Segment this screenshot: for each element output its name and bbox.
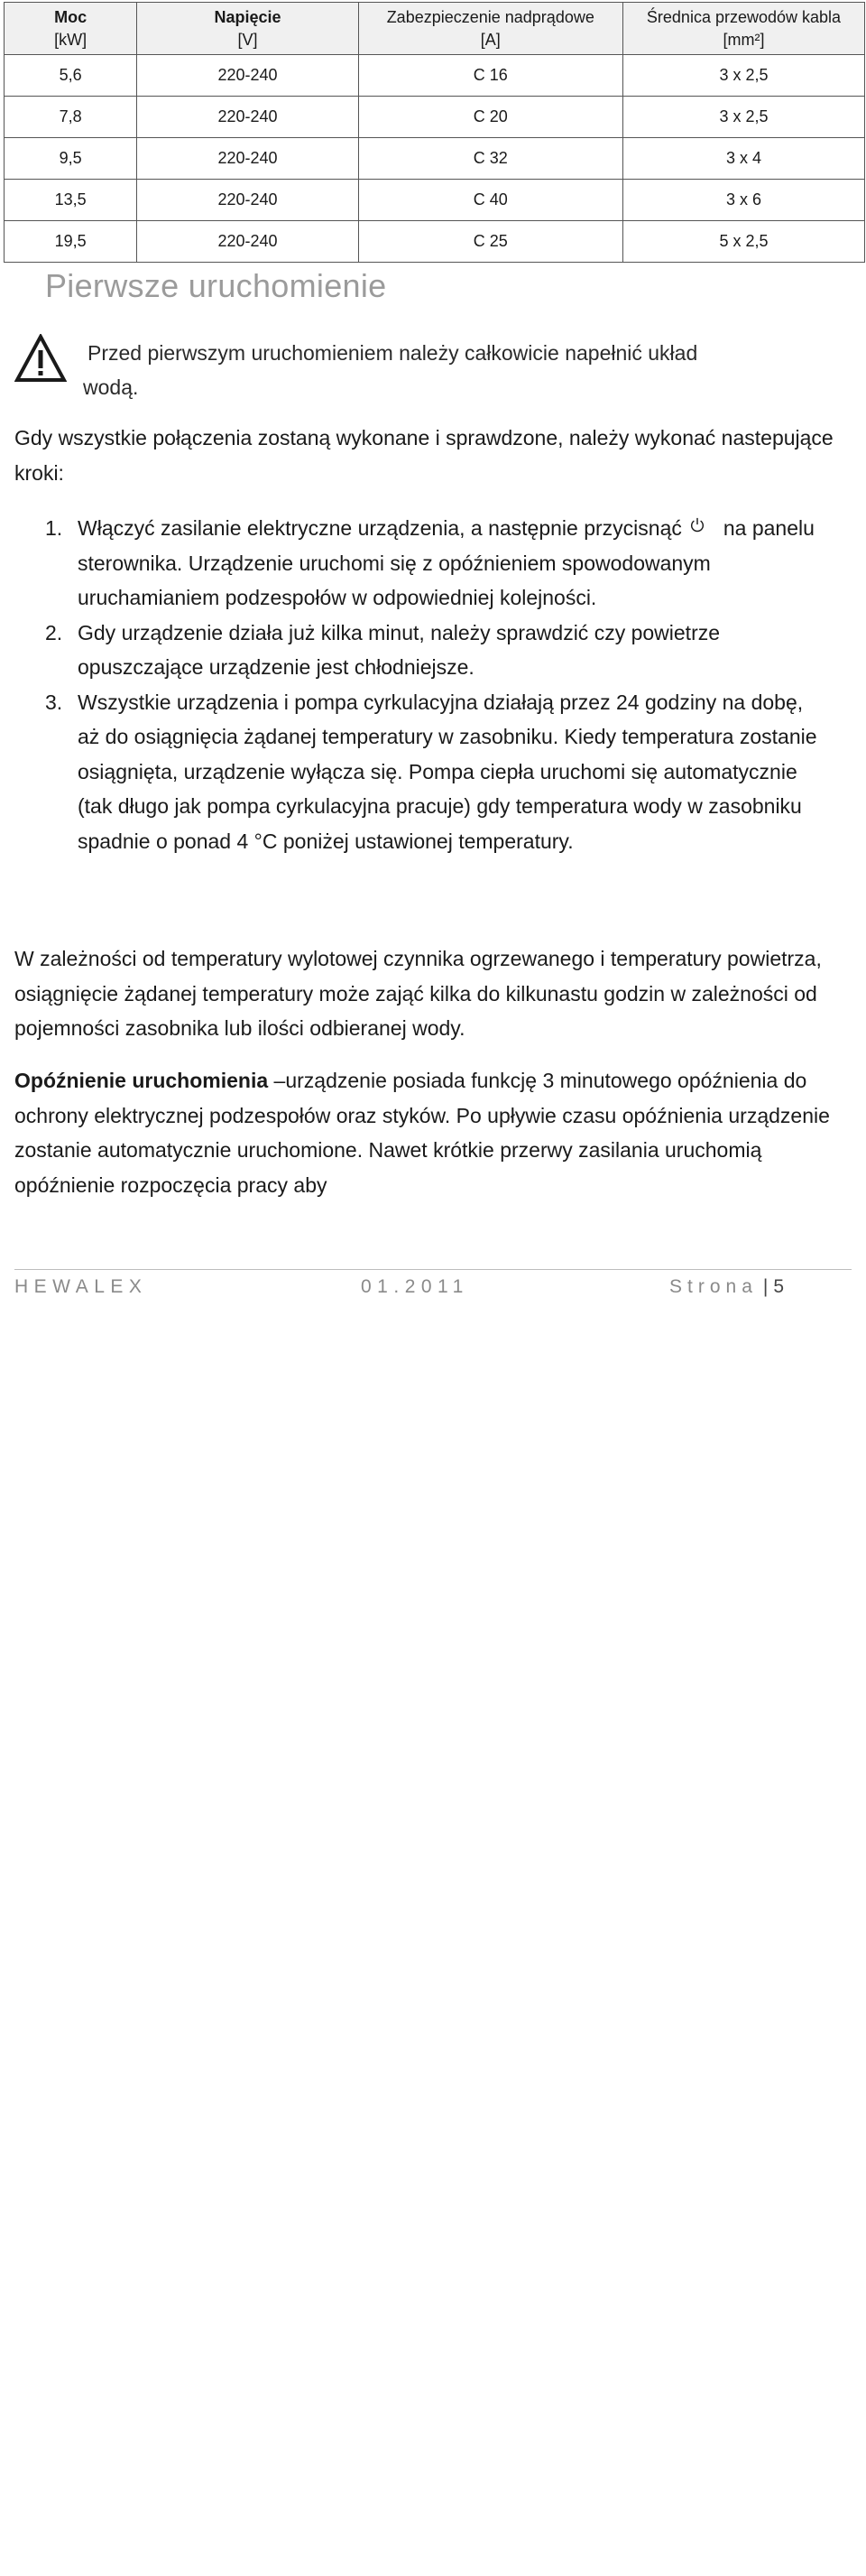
table-header-row (5, 3, 865, 55)
warning-line-1: Przed pierwszym uruchomieniem należy całkowicie napełnić układ (88, 341, 698, 365)
cable-spec-table (4, 2, 865, 263)
list-item (45, 616, 826, 685)
delay-paragraph (14, 1063, 853, 1202)
footer-date: 01.2011 (361, 1276, 469, 1297)
header-breaker-unit: [A] (480, 30, 501, 49)
cell-power: 5,6 (5, 55, 137, 97)
cell-breaker: C 32 (358, 138, 622, 180)
footer-page-number: 5 (773, 1276, 785, 1297)
cell-power: 19,5 (5, 221, 137, 263)
list-item (45, 685, 826, 859)
cell-cable: 3 x 2,5 (622, 55, 864, 97)
cell-breaker: C 25 (358, 221, 622, 263)
table-row (5, 138, 865, 180)
steps-list (45, 511, 826, 858)
cell-cable: 3 x 4 (622, 138, 864, 180)
intro-paragraph: Gdy wszystkie połączenia zostaną wykonane i sprawdzone, należy wykonać nastepujące kroki: (14, 426, 834, 485)
header-power-unit: [kW] (54, 30, 88, 49)
step-number: 1. (45, 516, 63, 540)
power-icon (689, 517, 705, 533)
cell-cable: 5 x 2,5 (622, 221, 864, 263)
header-breaker (358, 3, 622, 55)
step-text: Włączyć zasilanie elektryczne urządzenia, a następnie przycisnąć (78, 516, 682, 540)
table-row (5, 97, 865, 138)
cell-power: 7,8 (5, 97, 137, 138)
step-text: Gdy urządzenie działa już kilka minut, należy sprawdzić czy powietrze opuszczające urządzenie jest chłodniejsze. (78, 620, 721, 679)
cell-voltage: 220-240 (137, 97, 358, 138)
delay-heading: Opóźnienie uruchomienia (14, 1069, 269, 1092)
table-row (5, 180, 865, 221)
header-voltage (137, 3, 358, 55)
cell-cable: 3 x 2,5 (622, 97, 864, 138)
cell-voltage: 220-240 (137, 138, 358, 180)
footer-separator: | (762, 1276, 769, 1297)
table-row (5, 55, 865, 97)
header-cable (622, 3, 864, 55)
footer-page-label: Strona (669, 1276, 758, 1297)
delay-text: –urządzenie posiada funkcję 3 minutowego opóźnienia do ochrony elektrycznej podzespołów oraz styków. Po upływie czasu opóźnienia urządzenie zostanie automatycznie uruchomione. Nawet krótkie przerwy zasilania uruchomią opóźnienie rozpoczęcia pracy aby (14, 1069, 830, 1197)
cell-breaker: C 40 (358, 180, 622, 221)
warning-message (83, 336, 805, 404)
cell-cable: 3 x 6 (622, 180, 864, 221)
warning-triangle-icon (14, 334, 67, 383)
warning-line-2: wodą. (83, 375, 139, 399)
header-voltage-unit: [V] (237, 30, 258, 49)
cell-power: 13,5 (5, 180, 137, 221)
header-power (5, 3, 137, 55)
cell-breaker: C 20 (358, 97, 622, 138)
footer-brand: HEWALEX (14, 1276, 148, 1297)
header-power-label: Moc (54, 7, 88, 26)
step-text: Wszystkie urządzenia i pompa cyrkulacyjna działają przez 24 godziny na dobę, aż do osiągnięcia żądanej temperatury w zasobniku. Kiedy temperatura zostanie osiągnięta, urządzenie wyłącza się. Pompa ciepła uruchomi się automatycznie (tak długo jak pompa cyrkulacyjna pracuje) gdy temperatura wody w zasobniku spadnie o ponad 4 °C poniżej ustawionej temperatury. (78, 690, 817, 853)
step-text-continued: na panelu sterownika. Urządzenie uruchomi się z opóźnieniem spowodowanym uruchamianiem podzespołów w odpowiedniej kolejności. (78, 516, 815, 609)
header-breaker-label: Zabezpieczenie nadprądowe (386, 7, 594, 26)
step-number: 2. (45, 620, 63, 644)
list-item (45, 511, 826, 616)
cell-voltage: 220-240 (137, 55, 358, 97)
cell-voltage: 220-240 (137, 221, 358, 263)
footer-page (669, 1276, 866, 2576)
header-voltage-label: Napięcie (214, 7, 281, 26)
dependence-paragraph: W zależności od temperatury wylotowej czynnika ogrzewanego i temperatury powietrza, osiągnięcie żądanej temperatury może zająć kilka do kilkunastu godzin w zależności od pojemności zasobnika lub ilości odbieranej wody. (14, 947, 822, 1040)
section-title: Pierwsze uruchomienie (45, 267, 387, 304)
cell-voltage: 220-240 (137, 180, 358, 221)
table-row (5, 221, 865, 263)
footer-divider (14, 1269, 852, 1270)
cell-breaker: C 16 (358, 55, 622, 97)
header-cable-unit: [mm²] (723, 30, 765, 49)
header-cable-label: Średnica przewodów kabla (646, 7, 842, 26)
cell-power: 9,5 (5, 138, 137, 180)
step-number: 3. (45, 690, 63, 714)
